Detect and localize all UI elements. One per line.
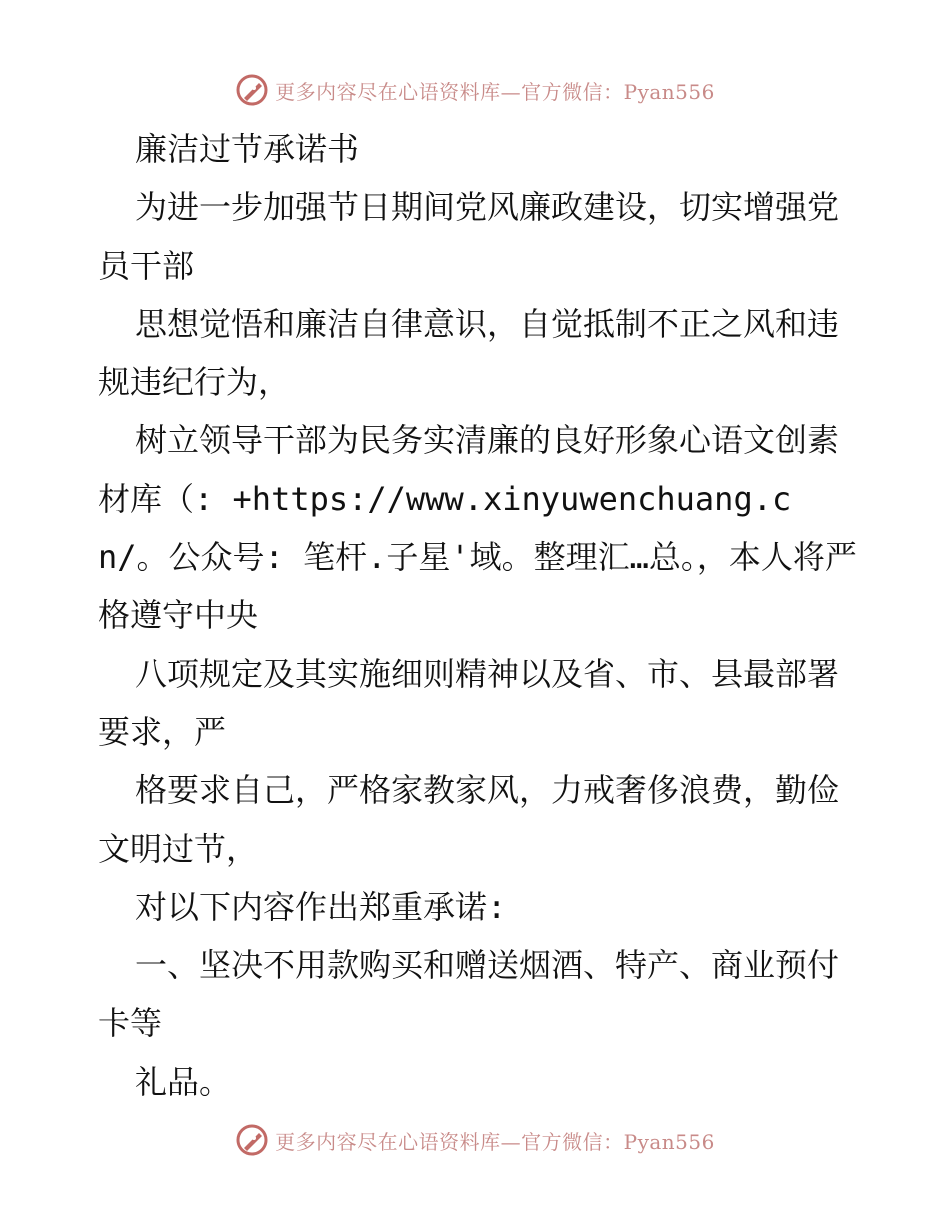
pen-nib-logo-icon — [235, 73, 269, 107]
paragraph: 一、坚决不用款购买和赠送烟酒、特产、商业预付卡等 — [98, 946, 840, 1043]
pen-nib-logo-icon — [235, 1123, 269, 1157]
paragraph: 树立领导干部为民务实清廉的良好形象心语文创素材库（: +https://www.xinyuwenchuang.cn/。公众号: 笔杆.子星'域。整理汇…总。，本人将严格遵守中央 — [98, 421, 857, 635]
header-watermark-banner — [0, 70, 950, 110]
paragraph: 礼品。 — [135, 1062, 232, 1101]
paragraph: 为进一步加强节日期间党风廉政建设，切实增强党员干部 — [98, 188, 840, 285]
paragraph: 格要求自己，严格家教家风，力戒奢侈浪费，勤俭文明过节， — [98, 771, 840, 868]
watermark-text: 更多内容尽在心语资料库—官方微信：Pyan556 — [275, 1129, 715, 1154]
paragraph: 思想觉悟和廉洁自律意识，自觉抵制不正之风和违规违纪行为， — [98, 304, 840, 402]
footer-watermark-banner — [0, 1120, 950, 1160]
document-title: 廉洁过节承诺书 — [135, 130, 360, 168]
watermark-text: 更多内容尽在心语资料库—官方微信：Pyan556 — [275, 79, 715, 104]
paragraph: 八项规定及其实施细则精神以及省、市、县最部署要求，严 — [98, 654, 840, 751]
document-body — [98, 120, 858, 1111]
paragraph: 对以下内容作出郑重承诺: — [135, 887, 507, 926]
